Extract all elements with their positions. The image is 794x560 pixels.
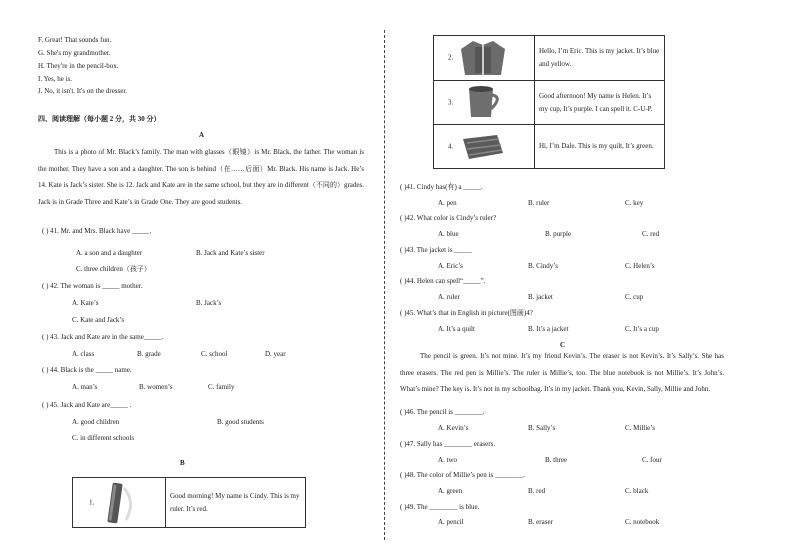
question-c47: ( )47. Sally has ________ erasers. xyxy=(400,440,496,448)
column-divider xyxy=(384,30,385,540)
question-c48: ( )48. The color of Millie’s pen is ________. xyxy=(400,471,525,479)
q45-option-c: C. in different schools xyxy=(72,434,135,442)
q43-option-d: D. year xyxy=(265,350,286,358)
section-heading: 四、阅读理解（每小题 2 分，共 30 分） xyxy=(38,115,161,123)
jacket-icon xyxy=(455,37,511,79)
table-b-row1-text: Good morning! My name is Cindy. This is my ruler. It’s red. xyxy=(166,478,306,528)
passage-a-text: This is a photo of Mr. Black’s family. The man with glasses（眼镜）is Mr. Black, the father. The woman is the mother. They have a son and a daughter. The son is behind（在……后面）Mr. Black. His name is Jack. He’s 14. Kate is Jack’s sister. She is 12. Jack and Kate are in the same school, but they are in different（不同的）grades. Jack is in Grade Three and Kate’s in Grade One. They are good students. xyxy=(38,148,364,207)
q42-option-c: C. Kate and Jack’s xyxy=(72,316,125,324)
table-b-row1-picture xyxy=(73,478,166,528)
qc46-option-c: C. Millie’s xyxy=(625,424,655,432)
passage-c-text: The pencil is green. It’s not mine. It’s my friend Kevin’s. The eraser is not Kevin’s. It’s Sally’s. She has three erasers. The red pen is Millie’s. The ruler is Millie’s, too. The blue notebook is not Millie’s. It’s John’s. What’s mine? The key is. It’s not in my schoolbag. It’s in my jacket. Thank you, Kevin, Sally, Millie and John. xyxy=(400,352,724,394)
qc47-option-a: A. two xyxy=(438,456,458,464)
question-c49: ( )49. The ________ is blue. xyxy=(400,503,480,511)
q42-option-b: B. Jack’s xyxy=(196,299,222,307)
table-b-row3-text: Good afternoon! My name is Helen. It’s my cup, It’s purple. I can spell it. C-U-P. xyxy=(535,81,665,125)
passage-a-label: A xyxy=(199,131,205,139)
table-b-row3-picture xyxy=(434,81,535,125)
qb44-option-c: C. cup xyxy=(625,293,644,301)
question-a43: ( ) 43. Jack and Kate are in the same_____. xyxy=(42,333,164,341)
table-b-row4-picture xyxy=(434,125,535,169)
q41-option-a: A. a son and a daughter xyxy=(76,249,143,257)
q44-option-c: C. family xyxy=(208,383,235,391)
question-a42: ( ) 42. The woman is _____ mother. xyxy=(42,282,143,290)
qc46-option-a: A. Kevin’s xyxy=(438,424,469,432)
q44-option-b: B. women’s xyxy=(139,383,173,391)
qb45-option-c: C. It’s a cup xyxy=(625,325,659,333)
q43-option-c: C. school xyxy=(201,350,228,358)
table-b-row2-number: 2. xyxy=(448,53,454,62)
q43-option-a: A. class xyxy=(72,350,95,358)
table-b-rows-2-4 xyxy=(433,35,665,169)
table-b-row4-text: Hi, I’m Dale. This is my quilt, It’s green. xyxy=(535,125,665,169)
option-h: H. They're in the pencil-box. xyxy=(38,62,119,70)
qc49-option-a: A. pencil xyxy=(438,518,464,526)
passage-c-label: C xyxy=(560,341,566,349)
question-a44: ( ) 44. Black is the _____ name. xyxy=(42,366,132,374)
option-i: I. Yes, he is. xyxy=(38,75,73,83)
table-b-row2-text: Hello, I’m Eric. This is my jacket. It’s blue and yellow. xyxy=(535,36,665,81)
qb43-option-b: B. Cindy’s xyxy=(528,262,558,270)
table-b-row3-number: 3. xyxy=(448,98,454,107)
qb44-option-b: B. jacket xyxy=(528,293,553,301)
qc47-option-b: B. three xyxy=(545,456,568,464)
qb43-option-c: C. Helen’s xyxy=(625,262,655,270)
qc46-option-b: B. Sally’s xyxy=(528,424,556,432)
qb45-option-b: B. It’s a jacket xyxy=(528,325,569,333)
table-b-row2-picture xyxy=(434,36,535,81)
option-f: F. Great! That sounds fun. xyxy=(38,36,112,44)
qb43-option-a: A. Eric’s xyxy=(438,262,463,270)
passage-b-label: B xyxy=(180,459,185,467)
qb42-option-a: A. blue xyxy=(438,230,459,238)
qb45-option-a: A. It’s a quilt xyxy=(438,325,475,333)
qc48-option-c: C. black xyxy=(625,487,649,495)
q42-option-a: A. Kate’s xyxy=(72,299,99,307)
q43-option-b: B. grade xyxy=(137,350,161,358)
question-b41: ( )41. Cindy has(有) a _____. xyxy=(400,183,483,191)
question-b43: ( )43. The jacket is _____ xyxy=(400,246,472,254)
cup-icon xyxy=(455,83,511,123)
qb41-option-b: B. ruler xyxy=(528,199,550,207)
table-b-row4-number: 4. xyxy=(448,142,454,151)
qc49-option-c: C. notebook xyxy=(625,518,660,526)
qb44-option-a: A. ruler xyxy=(438,293,460,301)
table-b-row1-number: 1. xyxy=(89,498,95,507)
question-b44: ( )44. Helen can spell“_____”. xyxy=(400,277,486,285)
q45-option-a: A. good children xyxy=(72,418,120,426)
question-a45: ( ) 45. Jack and Kate are_____ . xyxy=(42,401,132,409)
question-c46: ( )46. The pencil is ________. xyxy=(400,408,485,416)
table-b-row1 xyxy=(72,477,306,528)
qb42-option-c: C. red xyxy=(642,230,660,238)
question-b45: ( )45. What’s that in English in picture(图画)4? xyxy=(400,309,533,317)
qc48-option-a: A. green xyxy=(438,487,463,495)
q44-option-a: A. man’s xyxy=(72,383,98,391)
qc48-option-b: B. red xyxy=(528,487,546,495)
qb42-option-b: B. purple xyxy=(545,230,572,238)
ruler-icon xyxy=(96,480,140,526)
qc47-option-c: C. four xyxy=(642,456,662,464)
qb41-option-c: C. key xyxy=(625,199,644,207)
q45-option-b: B. good students xyxy=(217,418,264,426)
option-j: J. No, it isn't. It's on the dresser. xyxy=(38,87,128,95)
q41-option-c: C. three children（孩子） xyxy=(76,265,151,273)
question-b42: ( )42. What color is Cindy’s ruler? xyxy=(400,214,497,222)
q41-option-b: B. Jack and Kate’s sister xyxy=(196,249,265,257)
option-g: G. She's my grandmother. xyxy=(38,49,111,57)
qc49-option-b: B. eraser xyxy=(528,518,553,526)
question-a41: ( ) 41. Mr. and Mrs. Black have _____. xyxy=(42,227,152,235)
quilt-icon xyxy=(455,129,511,165)
qb41-option-a: A. pen xyxy=(438,199,457,207)
